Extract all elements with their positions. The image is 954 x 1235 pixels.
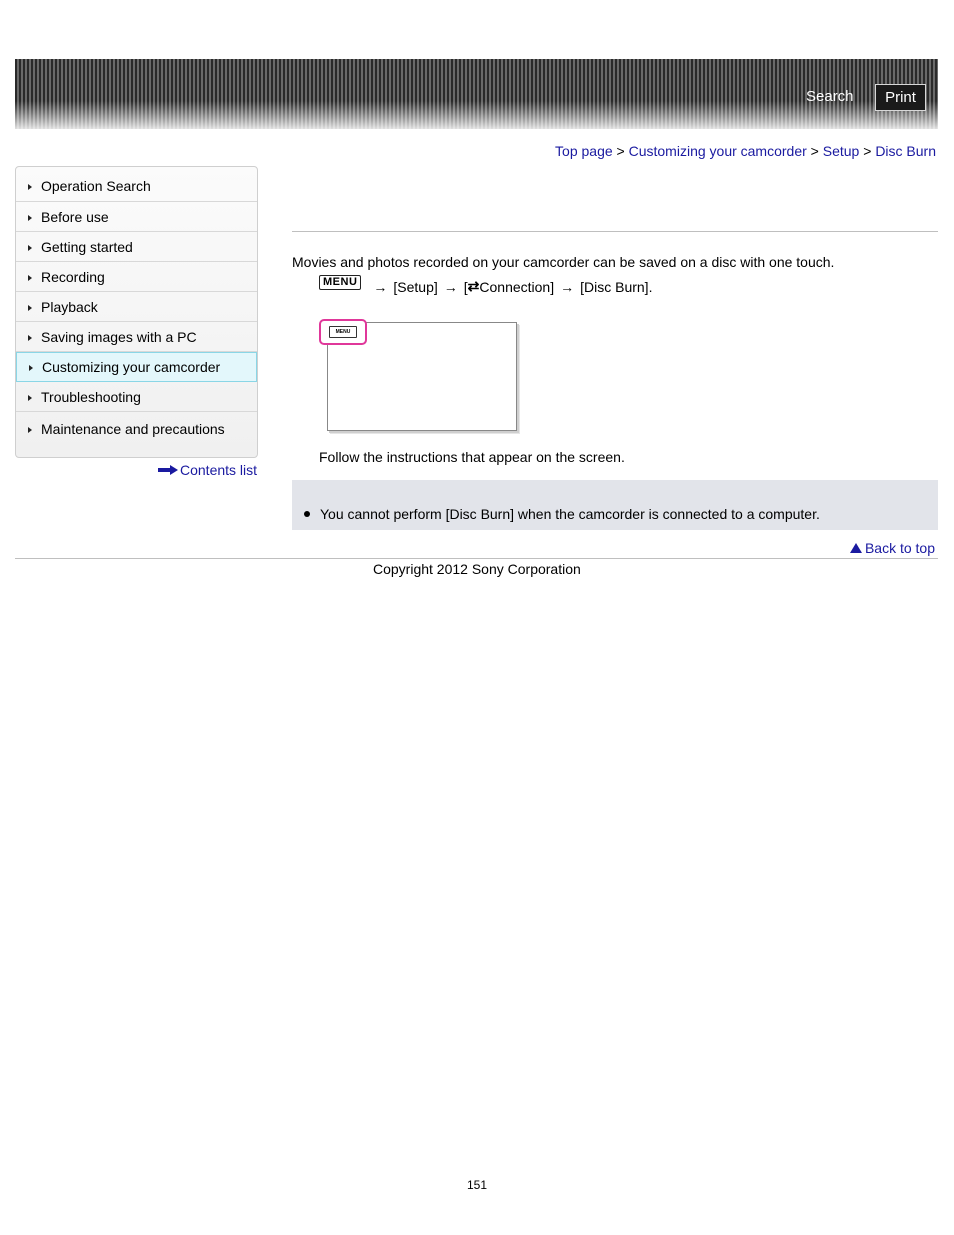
arrow-icon: →	[560, 278, 575, 295]
bullet-icon	[304, 511, 310, 517]
sidebar-nav	[15, 166, 258, 458]
step-setup: [Setup]	[393, 278, 438, 295]
arrow-right-icon	[28, 335, 32, 341]
sidebar-item-customizing[interactable]	[16, 352, 257, 382]
arrow-right-icon	[28, 245, 32, 251]
contents-list-link[interactable]	[158, 462, 257, 478]
arrow-icon: →	[443, 278, 458, 295]
sidebar-item-label: Troubleshooting	[41, 388, 141, 405]
print-button[interactable]: Print	[875, 84, 926, 111]
breadcrumb-disc-burn[interactable]: Disc Burn	[875, 143, 936, 159]
back-to-top-link[interactable]	[850, 540, 935, 556]
contents-arrow-icon	[158, 465, 178, 475]
sidebar-item-playback[interactable]	[16, 292, 257, 322]
sidebar-item-label: Before use	[41, 208, 109, 225]
sidebar-item-recording[interactable]	[16, 262, 257, 292]
arrow-right-icon	[28, 395, 32, 401]
sidebar-item-label: Playback	[41, 298, 98, 315]
sidebar-item-label: Customizing your camcorder	[42, 359, 221, 375]
menu-key-icon: MENU	[319, 275, 361, 290]
sidebar-item-label: Maintenance and precautions	[41, 420, 225, 437]
step-connection-open: [	[463, 278, 468, 295]
copyright-text: Copyright 2012 Sony Corporation	[373, 561, 581, 577]
breadcrumb-setup[interactable]: Setup	[822, 143, 860, 159]
menu-highlight	[319, 319, 367, 345]
arrow-right-icon	[28, 427, 32, 433]
intro-text: Movies and photos recorded on your camcorder can be saved on a disc with one touch.	[292, 254, 835, 270]
sidebar-item-troubleshooting[interactable]	[16, 382, 257, 412]
arrow-icon: →	[373, 278, 388, 295]
page-number: 151	[466, 1178, 488, 1192]
note-text: You cannot perform [Disc Burn] when the camcorder is connected to a computer.	[320, 506, 820, 522]
menu-button-illustration: MENU	[329, 326, 357, 338]
sidebar-item-before-use[interactable]	[16, 202, 257, 232]
header-bar	[15, 59, 938, 129]
sidebar-item-label: Saving images with a PC	[41, 328, 197, 345]
triangle-up-icon	[850, 543, 862, 553]
arrow-right-icon	[28, 184, 32, 190]
sidebar-item-label: Operation Search	[41, 178, 151, 194]
footer-divider	[15, 558, 938, 559]
sidebar-item-getting-started[interactable]	[16, 232, 257, 262]
step-connection: Connection]	[479, 278, 555, 295]
arrow-right-icon	[28, 275, 32, 281]
contents-list-label: Contents list	[180, 462, 258, 478]
breadcrumb	[555, 143, 936, 159]
sidebar-item-label: Getting started	[41, 238, 133, 255]
breadcrumb-separator: >	[616, 143, 625, 159]
search-link[interactable]: Search	[806, 88, 854, 105]
menu-steps	[319, 278, 652, 295]
connection-icon: ⇄	[467, 278, 480, 294]
breadcrumb-separator: >	[810, 143, 819, 159]
sidebar-item-saving-images[interactable]	[16, 322, 257, 352]
follow-instructions-text: Follow the instructions that appear on the screen.	[319, 449, 625, 465]
back-to-top-label: Back to top	[864, 540, 935, 556]
breadcrumb-separator: >	[863, 143, 872, 159]
title-divider	[292, 231, 938, 232]
arrow-right-icon	[29, 365, 33, 371]
arrow-right-icon	[28, 215, 32, 221]
note-box	[292, 480, 938, 530]
step-disc-burn: [Disc Burn].	[580, 278, 653, 295]
sidebar-item-operation-search[interactable]	[16, 167, 257, 202]
sidebar-item-label: Recording	[41, 268, 105, 285]
arrow-right-icon	[28, 305, 32, 311]
sidebar-item-maintenance[interactable]	[16, 412, 257, 445]
breadcrumb-top-page[interactable]: Top page	[555, 143, 613, 159]
breadcrumb-customizing[interactable]: Customizing your camcorder	[628, 143, 807, 159]
